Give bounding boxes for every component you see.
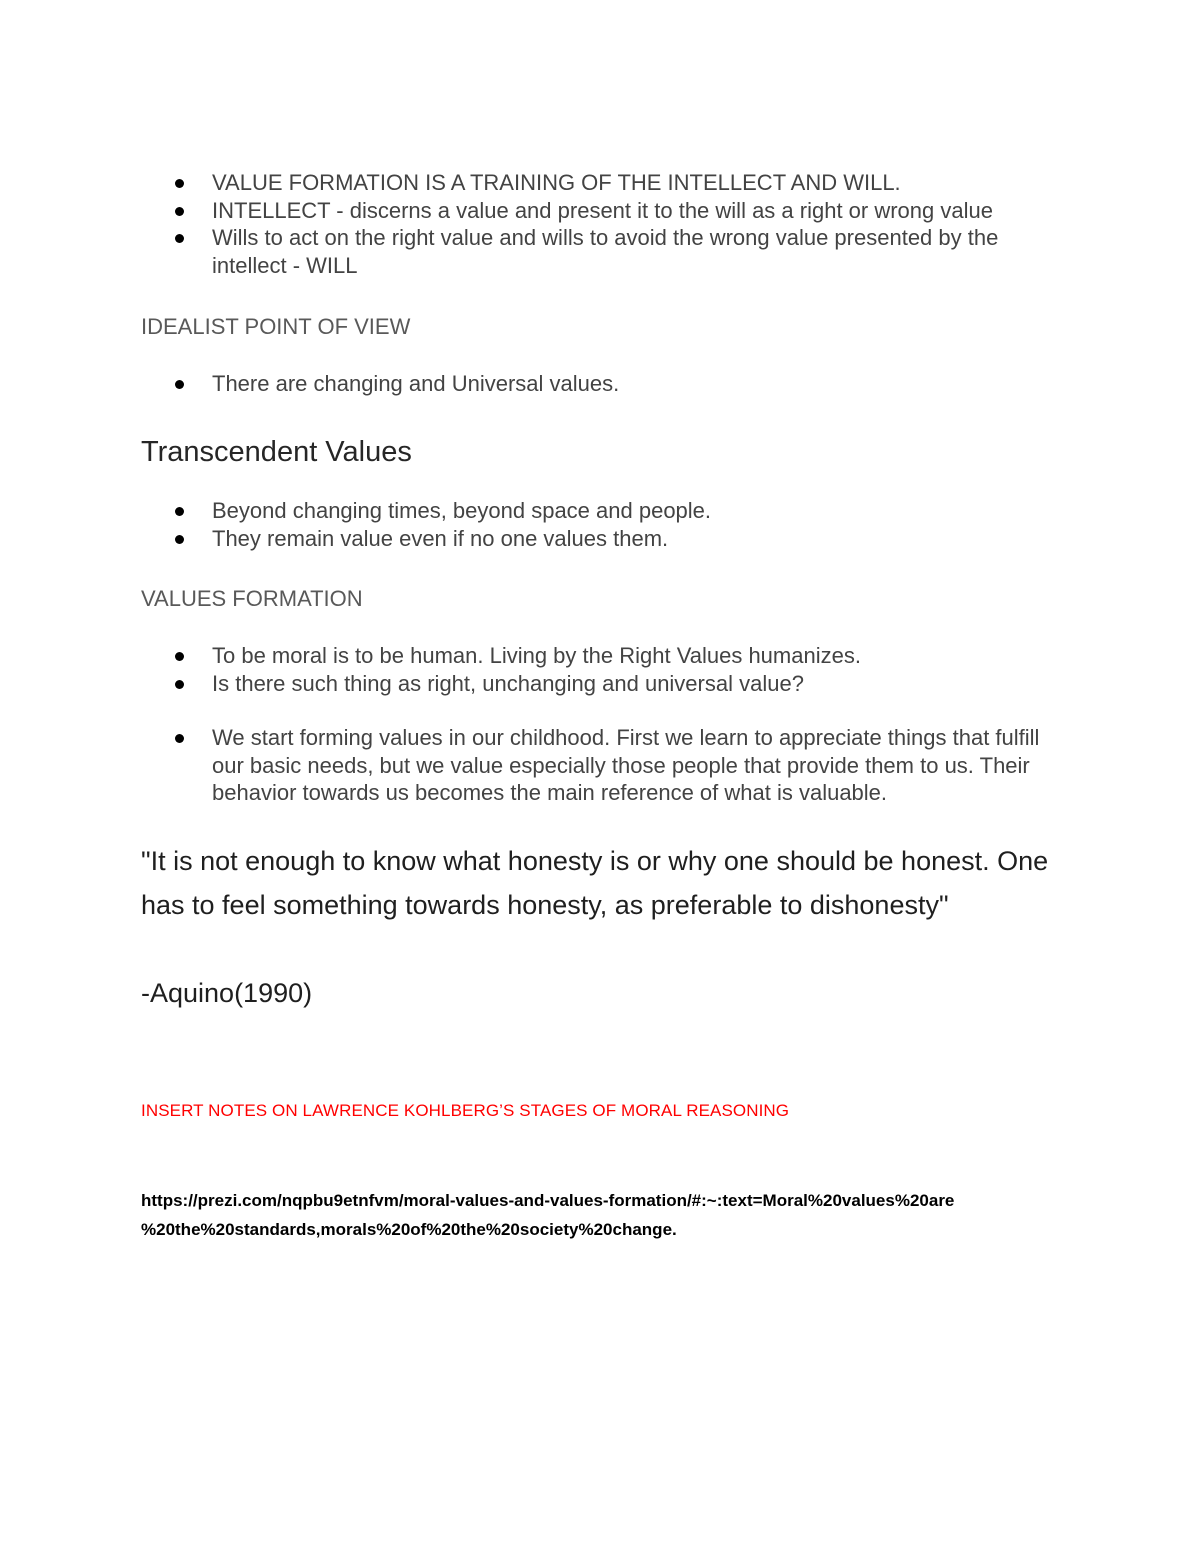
list-item-text: To be moral is to be human. Living by the Right Values humanizes. [212, 643, 861, 668]
quote-attribution: -Aquino(1990) [141, 978, 313, 1008]
list-item-text: Is there such thing as right, unchanging and universal value? [212, 670, 804, 696]
list-item [0, 197, 1200, 225]
values-formation-bullet-list [0, 642, 1200, 697]
list-item [0, 497, 1200, 525]
list-item-text: There are changing and Universal values. [212, 371, 620, 396]
list-item-text: INTELLECT - discerns a value and present it to the will as a right or wrong value [212, 197, 993, 223]
bullet-icon [175, 652, 184, 661]
list-item [0, 724, 1200, 807]
list-item-text: VALUE FORMATION IS A TRAINING OF THE INTELLECT AND WILL. [212, 170, 901, 195]
list-item-text: Beyond changing times, beyond space and people. [212, 498, 712, 523]
bullet-icon [175, 734, 184, 743]
list-item-text: We start forming values in our childhood. First we learn to appreciate things that fulfill our basic needs, but we value especially those people that provide them to us. Their behavior towards us becomes the main reference of what is valuable. [212, 725, 1040, 805]
bullet-icon [175, 380, 184, 389]
source-link-line-2[interactable]: %20the%20standards,morals%20of%20the%20society%20change. [141, 1220, 677, 1239]
bullet-icon [175, 234, 184, 243]
list-item-text: They remain value even if no one values them. [212, 525, 669, 551]
list-item [0, 224, 1200, 279]
list-item [0, 670, 1200, 698]
bullet-icon [175, 179, 184, 188]
bullet-icon [175, 680, 184, 689]
list-item [0, 642, 1200, 670]
values-formation-label: VALUES FORMATION [141, 586, 363, 611]
quote-text: "It is not enough to know what honesty is or why one should be honest. One has to feel something towards honesty, as preferable to dishonesty" [141, 846, 1049, 920]
idealist-label: IDEALIST POINT OF VIEW [141, 314, 411, 339]
bullet-icon [175, 207, 184, 216]
list-item-text: Wills to act on the right value and wills to avoid the wrong value presented by the intellect - WILL [212, 225, 999, 278]
kohlberg-note: INSERT NOTES ON LAWRENCE KOHLBERG’S STAGES OF MORAL REASONING [141, 1101, 790, 1120]
list-item [0, 370, 1200, 398]
list-item [0, 169, 1200, 197]
intro-bullet-list [0, 169, 1200, 279]
bullet-icon [175, 535, 184, 544]
bullet-icon [175, 507, 184, 516]
source-link-line-1[interactable]: https://prezi.com/nqpbu9etnfvm/moral-values-and-values-formation/#:~:text=Moral%20values%20are [141, 1191, 955, 1210]
transcendent-bullet-list [0, 497, 1200, 552]
idealist-bullet-list [0, 370, 1200, 398]
transcendent-heading: Transcendent Values [141, 436, 412, 468]
values-formation-bullet-list-2 [0, 724, 1200, 807]
list-item [0, 525, 1200, 553]
